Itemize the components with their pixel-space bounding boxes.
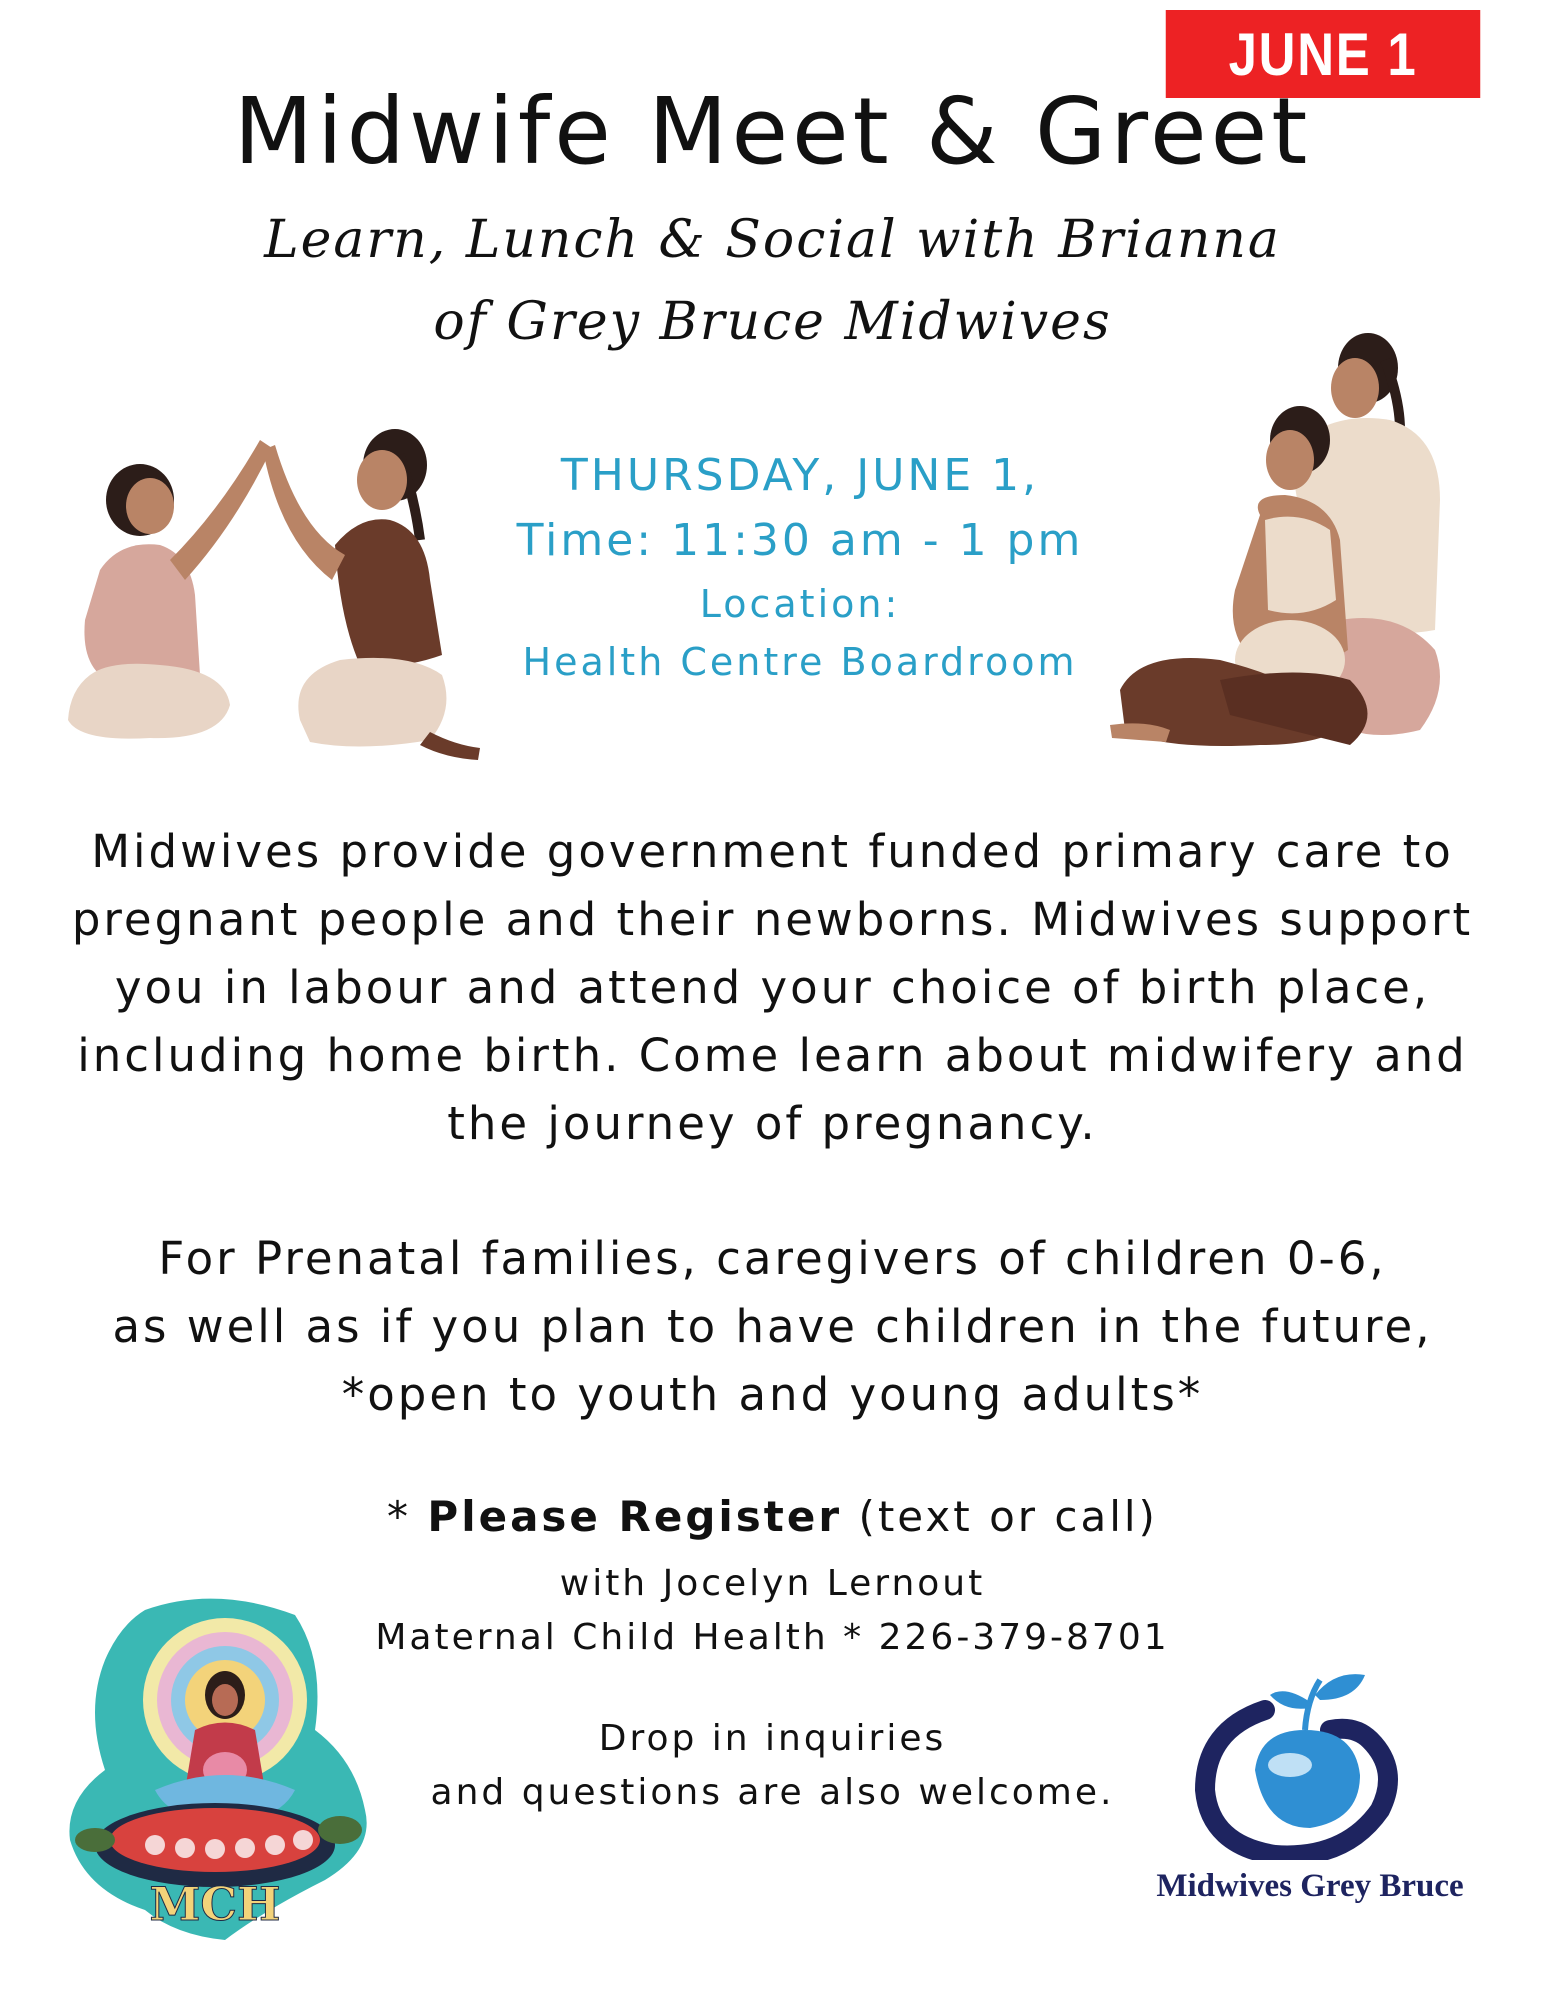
pregnant-woman-illustration (1100, 320, 1480, 770)
dropin-line-1: Drop in inquiries (598, 1718, 947, 1759)
description-line: the journey of pregnancy. (447, 1097, 1098, 1150)
description-paragraph (0, 818, 1545, 1158)
audience-line: For Prenatal families, caregivers of children 0-6, (158, 1232, 1387, 1285)
audience-paragraph (0, 1225, 1545, 1429)
description-line: including home birth. Come learn about midwifery and (77, 1029, 1468, 1082)
register-phone: Maternal Child Health * 226-379-8701 (375, 1617, 1170, 1658)
subtitle-line-1: Learn, Lunch & Social with Brianna (264, 210, 1281, 270)
register-emphasis: Please Register (427, 1492, 843, 1541)
subtitle-line-2: of Grey Bruce Midwives (433, 292, 1112, 352)
event-location: Health Centre Boardroom (522, 640, 1078, 684)
dropin-line-2: and questions are also welcome. (430, 1772, 1115, 1813)
register-suffix: (text or call) (842, 1492, 1158, 1541)
date-badge: JUNE 1 (1166, 10, 1481, 98)
register-contact: with Jocelyn Lernout (559, 1563, 986, 1604)
event-time: Time: 11:30 am - 1 pm (516, 515, 1084, 566)
description-line: pregnant people and their newborns. Midwives support (71, 893, 1474, 946)
audience-line: *open to youth and young adults* (341, 1368, 1204, 1421)
midwives-grey-bruce-logo (1195, 1670, 1425, 1860)
midwives-grey-bruce-logo-text: Midwives Grey Bruce (1156, 1868, 1464, 1904)
register-prefix: * (387, 1492, 428, 1541)
mch-logo-text: MCH (149, 1877, 281, 1931)
audience-line: as well as if you plan to have children in the future, (112, 1300, 1433, 1353)
mch-logo (65, 1590, 385, 1945)
event-location-label: Location: (699, 582, 901, 626)
description-line: you in labour and attend your choice of birth place, (114, 961, 1431, 1014)
page-title: Midwife Meet & Greet (233, 78, 1312, 185)
event-day: THURSDAY, JUNE 1, (560, 450, 1040, 501)
register-line (0, 1492, 1545, 1541)
description-line: Midwives provide government funded primary care to (91, 825, 1454, 878)
